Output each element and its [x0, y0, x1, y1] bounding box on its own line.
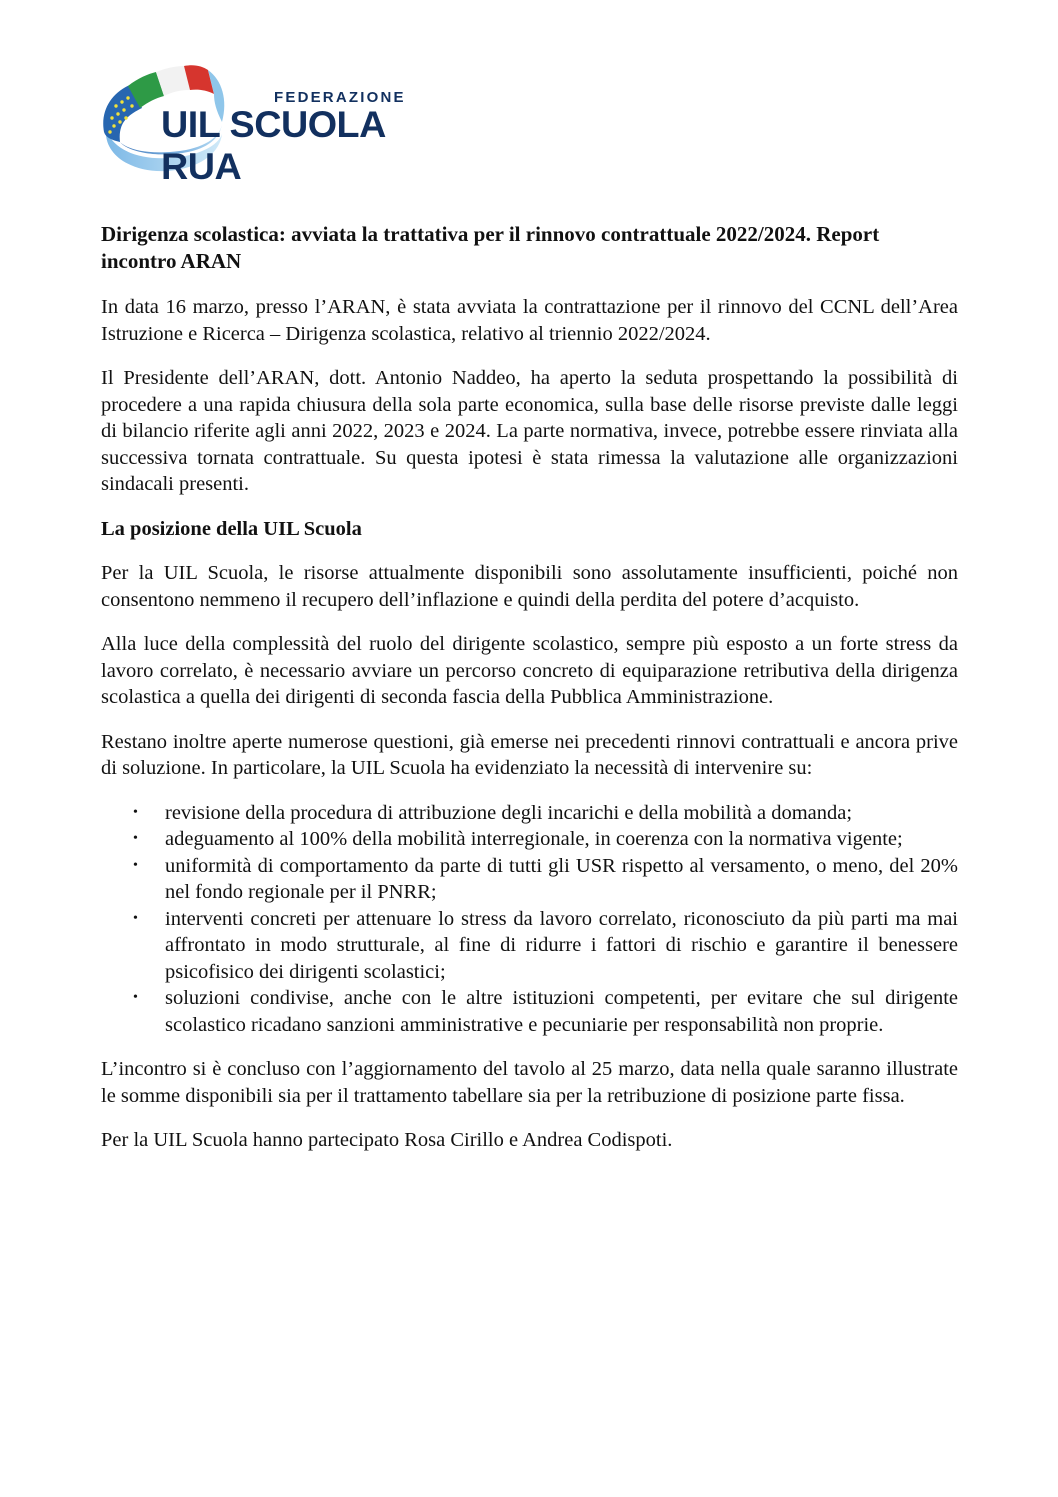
document-title: Dirigenza scolastica: avviata la trattativa per il rinnovo contrattuale 2022/2024. Report incontro ARAN — [101, 222, 880, 273]
list-item-text: uniformità di comportamento da parte di tutti gli USR rispetto al versamento, o meno, del 20% nel fondo regionale per il PNRR; — [165, 854, 958, 903]
paragraph-resources: Per la UIL Scuola, le risorse attualmente disponibili sono assolutamente insufficienti, poiché non consentono nemmeno il recupero dell’inflazione e quindi della perdita del potere d’acquisto. — [101, 562, 958, 611]
list-item-text: adeguamento al 100% della mobilità interregionale, in coerenza con la normativa vigente; — [165, 828, 903, 850]
list-item — [133, 853, 958, 906]
list-item-text: soluzioni condivise, anche con le altre istituzioni competenti, per evitare che sul dirigente scolastico ricadano sanzioni amministrative e pecuniarie per responsabilità non proprie. — [165, 987, 958, 1036]
bullet-icon: • — [133, 831, 138, 846]
issues-list — [101, 800, 958, 1039]
paragraph-aran-president: Il Presidente dell’ARAN, dott. Antonio Naddeo, ha aperto la seduta prospettando la possibilità di procedere a una rapida chiusura della sola parte economica, sulla base delle risorse previste dalle leggi di bilancio riferite agli anni 2022, 2023 e 2024. La parte normativa, invece, potrebbe essere rinviata alla successiva tornata contrattuale. Su questa ipotesi è stata rimessa la valutazione alle organizzazioni sindacali presenti. — [101, 367, 958, 495]
document-body — [101, 221, 958, 1172]
logo-brand-name: UIL SCUOLA RUA — [161, 104, 385, 187]
list-item-text: revisione della procedura di attribuzione degli incarichi e della mobilità a domanda; — [165, 801, 853, 824]
list-item — [133, 826, 958, 853]
list-item — [133, 906, 958, 986]
paragraph-open-questions: Restano inoltre aperte numerose questioni, già emerse nei precedenti rinnovi contrattuali e ancora prive di soluzione. In particolare, la UIL Scuola ha evidenziato la necessità di intervenire su: — [101, 730, 958, 779]
paragraph-conclusion: L’incontro si è concluso con l’aggiornamento del tavolo al 25 marzo, data nella quale saranno illustrate le somme disponibili sia per il trattamento tabellare sia per la retribuzione di posizione parte fissa. — [101, 1058, 958, 1107]
list-item — [133, 985, 958, 1038]
bullet-icon: • — [133, 857, 138, 873]
bullet-icon: • — [133, 804, 138, 820]
bullet-icon: • — [133, 990, 138, 1005]
paragraph-equiparazione: Alla luce della complessità del ruolo del dirigente scolastico, sempre più esposto a un forte stress da lavoro correlato, è necessario avviare un percorso concreto di equiparazione retributiva della dirigenza scolastica a quella dei dirigenti di seconda fascia della Pubblica Amministrazione. — [101, 633, 958, 708]
uil-scuola-rua-logo — [98, 60, 438, 187]
list-item — [133, 800, 958, 827]
section-heading: La posizione della UIL Scuola — [101, 517, 362, 540]
logo-federation-label: FEDERAZIONE — [274, 89, 406, 106]
paragraph-intro: In data 16 marzo, presso l’ARAN, è stata avviata la contrattazione per il rinnovo del CCNL dell’Area Istruzione e Ricerca – Dirigenza scolastica, relativo al triennio 2022/2024. — [101, 296, 958, 345]
list-item-text: interventi concreti per attenuare lo stress da lavoro correlato, riconosciuto da più parti ma mai affrontato in modo strutturale, al fine di ridurre i fattori di rischio e garantire il benessere psicofisico dei dirigenti scolastici; — [165, 907, 958, 983]
bullet-icon: • — [133, 910, 138, 926]
paragraph-participants: Per la UIL Scuola hanno partecipato Rosa Cirillo e Andrea Codispoti. — [101, 1129, 673, 1151]
